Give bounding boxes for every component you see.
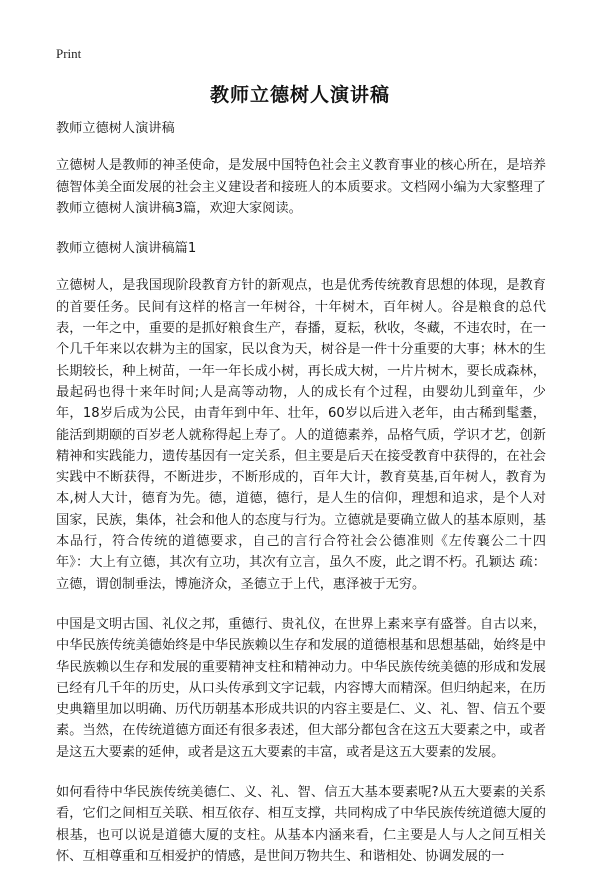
document-subtitle: 教师立德树人演讲稿 [56, 121, 175, 136]
document-body [56, 118, 546, 886]
document-title: 教师立德树人演讲稿 [209, 84, 390, 106]
intro-paragraph: 立德树人是教师的神圣使命，是发展中国特色社会主义教育事业的核心所在，是培养德智体美全面发展的社会主义建设者和接班人的本质要求。文档网小编为大家整理了教师立德树人演讲稿3篇，欢迎大家阅读。 [56, 158, 546, 216]
body-paragraph-3: 如何看待中华民族传统美德仁、义、礼、智、信五大基本要素呢?从五大要素的关系看，它们之间相互关联、相互依存、相互支撑，共同构成了中华民族传统道德大厦的根基，也可以说是道德大厦的支柱。从基本内涵来看，仁主要是人与人之间互相关怀、互相尊重和互相爱护的情感，是世间万物共生、和谐相处、协调发展的一 [56, 785, 546, 864]
print-link[interactable]: Print [56, 46, 82, 61]
section-heading: 教师立德树人演讲稿篇1 [56, 241, 197, 257]
body-paragraph-2: 中国是文明古国、礼仪之邦，重德行、贵礼仪，在世界上素来享有盛誉。自古以来，中华民族传统美德始终是中华民族赖以生存和发展的道德根基和思想基础，始终是中华民族赖以生存和发展的重要精神支柱和精神动力。中华民族传统美德的形成和发展已经有几千年的历史，从口头传承到文字记载，内容博大而精深。但归纳起来，在历史典籍里加以明确、历代历朝基本形成共识的内容主要是仁、义、礼、智、信五个要素。当然，在传统道德方面还有很多表述，但大部分都包含在这五大要素之中，或者是这五大要素的延伸，或者是这五大要素的丰富，或者是这五大要素的发展。 [56, 616, 546, 760]
body-paragraph-1: 立德树人，是我国现阶段教育方针的新观点，也是优秀传统教育思想的体现，是教育的首要任务。民间有这样的格言一年树谷，十年树木，百年树人。谷是粮食的总代表，一年之中，重要的是抓好粮食生产，春播，夏耘，秋收，冬藏，不违农时，在一个几千年来以农耕为主的国家，民以食为天，树谷是一件十分重要的大事；林木的生长期较长，种上树苗，一年一年长成小树，再长成大树，一片片树木，要长成森林，最起码也得十来年时间;人是高等动物，人的成长有个过程，由婴幼儿到童年，少年，18岁后成为公民，由青年到中年、壮年，60岁以后进入老年，由古稀到髦耋，能活到期颐的百岁老人就称得起上寿了。人的道德素养，品格气质，学识才艺，创新精神和实践能力，遗传基因有一定关系，但主要是后天在接受教育中获得的，在社会实践中不断获得，不断进步，不断形成的，百年大计，教育莫基,百年树人，教育为本,树人大计，德育为先。德，道德，德行，是人生的信仰，理想和追求，是个人对国家，民族，集体，社会和他人的态度与行为。立德就是要确立做人的基本原则，基本品行，符合传统的道德要求，自己的言行合符社会公德准则《左传襄公二十四年》：大上有立德，其次有立功，其次有立言，虽久不废，此之谓不朽。孔颖达 疏：立德，谓创制垂法，博施济众，圣德立于上代，惠泽被于无穷。 [56, 278, 546, 592]
